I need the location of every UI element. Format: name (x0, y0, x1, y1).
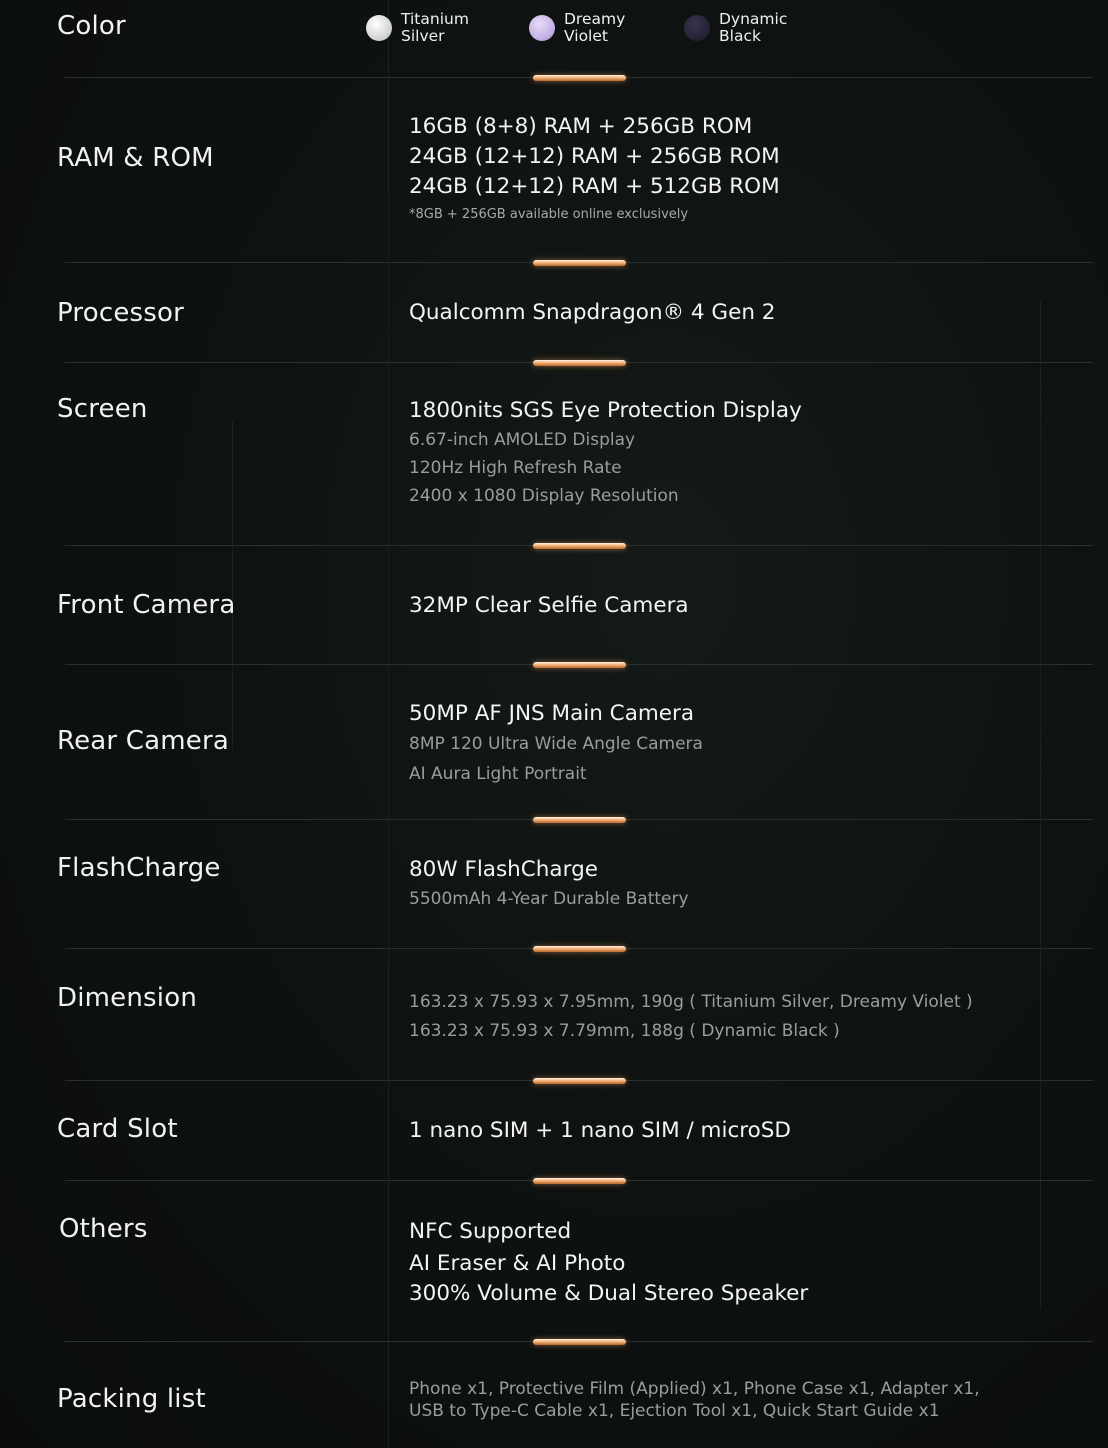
bg-line (232, 420, 233, 750)
spec-label-dimension: Dimension (57, 983, 198, 1013)
spec-label-packing-list: Packing list (57, 1384, 206, 1414)
divider-accent (533, 1178, 626, 1184)
spec-label-ram-rom: RAM & ROM (57, 143, 214, 173)
divider-accent (533, 1078, 626, 1084)
swatch-dreamy-violet[interactable] (529, 15, 555, 41)
divider-accent (533, 260, 626, 266)
spec-label-flashcharge: FlashCharge (57, 853, 221, 883)
spec-row-color (0, 0, 1108, 80)
spec-label-processor: Processor (57, 298, 185, 328)
spec-values-ram-rom: 16GB (8+8) RAM + 256GB ROM 24GB (12+12) RAM + 256GB ROM 24GB (12+12) RAM + 512GB ROM *8GB + 256GB available online exclusively (409, 114, 780, 222)
spec-label-color: Color (57, 11, 126, 41)
bg-line (1040, 300, 1041, 1310)
divider-accent (533, 543, 626, 549)
spec-values-card-slot: 1 nano SIM + 1 nano SIM / microSD (409, 1118, 791, 1143)
spec-values-others: NFC Supported AI Eraser & AI Photo 300% Volume & Dual Stereo Speaker (409, 1219, 809, 1306)
spec-values-packing-list: Phone x1, Protective Film (Applied) x1, Phone Case x1, Adapter x1, USB to Type-C Cable x1, Ejection Tool x1, Quick Start Guide x1 (409, 1379, 980, 1421)
bg-line (388, 0, 389, 1448)
color-option-dynamic-black[interactable]: Dynamic Black (719, 10, 788, 45)
spec-values-screen: 1800nits SGS Eye Protection Display 6.67-inch AMOLED Display 120Hz High Refresh Rate 2400 x 1080 Display Resolution (409, 398, 802, 506)
spec-values-rear-camera: 50MP AF JNS Main Camera 8MP 120 Ultra Wide Angle Camera AI Aura Light Portrait (409, 701, 703, 784)
divider-accent (533, 360, 626, 366)
spec-label-card-slot: Card Slot (57, 1114, 178, 1144)
spec-values-flashcharge: 80W FlashCharge 5500mAh 4-Year Durable Battery (409, 857, 689, 909)
spec-label-rear-camera: Rear Camera (57, 726, 230, 756)
color-option-dreamy-violet[interactable]: Dreamy Violet (564, 10, 626, 45)
spec-label-others: Others (59, 1214, 148, 1244)
spec-values-front-camera: 32MP Clear Selfie Camera (409, 593, 689, 618)
color-option-titanium-silver[interactable]: Titanium Silver (401, 10, 469, 45)
swatch-titanium-silver[interactable] (366, 15, 392, 41)
spec-label-screen: Screen (57, 394, 148, 424)
divider-accent (533, 1339, 626, 1345)
spec-values-processor: Qualcomm Snapdragon® 4 Gen 2 (409, 300, 776, 325)
divider-accent (533, 662, 626, 668)
divider-accent (533, 946, 626, 952)
swatch-dynamic-black[interactable] (684, 15, 710, 41)
divider-accent (533, 75, 626, 81)
divider-accent (533, 817, 626, 823)
spec-values-dimension: 163.23 x 75.93 x 7.95mm, 190g ( Titanium Silver, Dreamy Violet ) 163.23 x 75.93 x 7.79mm, 188g ( Dynamic Black ) (409, 992, 973, 1041)
spec-label-front-camera: Front Camera (57, 590, 236, 620)
